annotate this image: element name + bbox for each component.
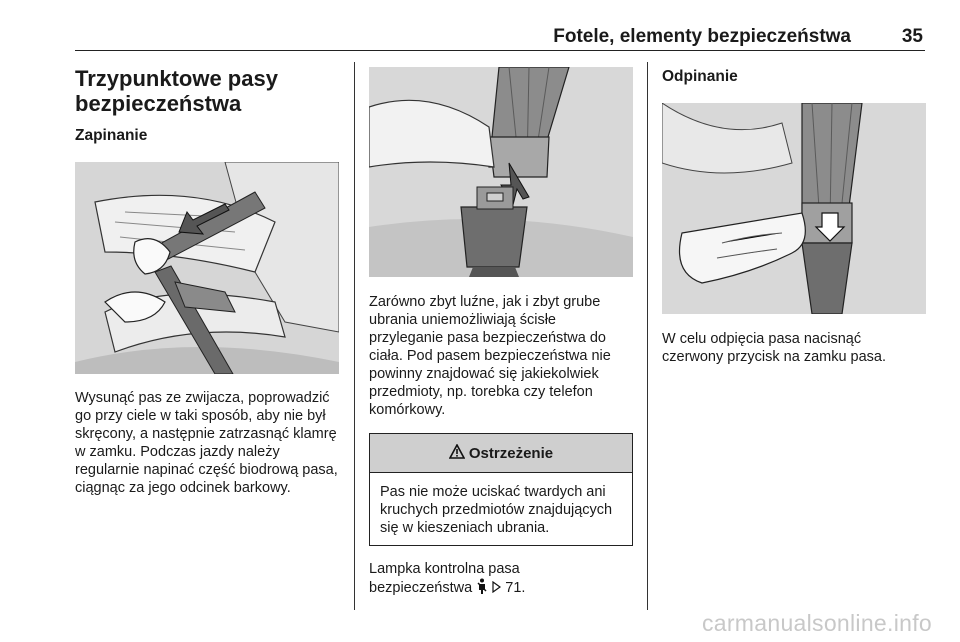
paragraph-unfastening: W celu odpięcia pasa nacisnąć czerwony przycisk na zamku pasa.: [662, 331, 887, 365]
subheading-unfastening: Odpinanie: [662, 68, 738, 85]
subheading-fastening: Zapinanie: [75, 127, 148, 144]
page-reference-icon[interactable]: [492, 580, 505, 596]
warning-header: [370, 434, 632, 473]
warning-box: [369, 433, 633, 546]
illustration-buckle: [369, 67, 633, 277]
watermark: carmanualsonline.info: [701, 610, 932, 636]
paragraph-fastening: Wysunąć pas ze zwijacza, poprowadzić go przy ciele w taki sposób, aby nie był skręcony, a następnie zatrzasnąć klamrę w zamku. Podczas jazdy należy regularnie napinać część biodrową pasa, ciągnąc za jego odcinek barkowy.: [75, 390, 338, 496]
section-heading: Trzypunktowe pasy bezpieczeństwa: [75, 66, 278, 116]
column-left: [75, 60, 341, 497]
indicator-text-line1: Lampka kontrolna pasa: [369, 561, 520, 577]
warning-text: Pas nie może uciskać twardych ani kruchych przedmiotów znajdujących się w kieszeniach ubrania.: [380, 484, 613, 536]
paragraph-indicator: [369, 560, 633, 597]
column-divider: [647, 62, 648, 610]
paragraph-clothing: Zarówno zbyt luźne, jak i zbyt grube ubrania uniemożliwiają ścisłe przyleganie pasa bezpieczeństwa do ciała. Pod pasem bezpieczeństwa nie powinny znajdować się jakiekolwiek przedmioty, np. torebka czy telefon komórkowy.: [369, 294, 611, 418]
warning-title: Ostrzeżenie: [468, 444, 554, 462]
illustration-fastening: [75, 162, 339, 374]
indicator-text-line2: bezpieczeństwa: [369, 580, 473, 596]
header-title: Fotele, elementy bezpieczeństwa: [553, 26, 851, 47]
warning-triangle-icon: [449, 444, 465, 463]
page-number: 35: [901, 26, 923, 47]
page-header: [75, 26, 925, 51]
illustration-unfastening: [662, 103, 926, 314]
column-right: [662, 60, 926, 366]
column-divider: [354, 62, 355, 610]
seatbelt-icon: [476, 580, 492, 596]
column-middle: [369, 60, 633, 597]
page-reference[interactable]: 71.: [505, 580, 526, 596]
